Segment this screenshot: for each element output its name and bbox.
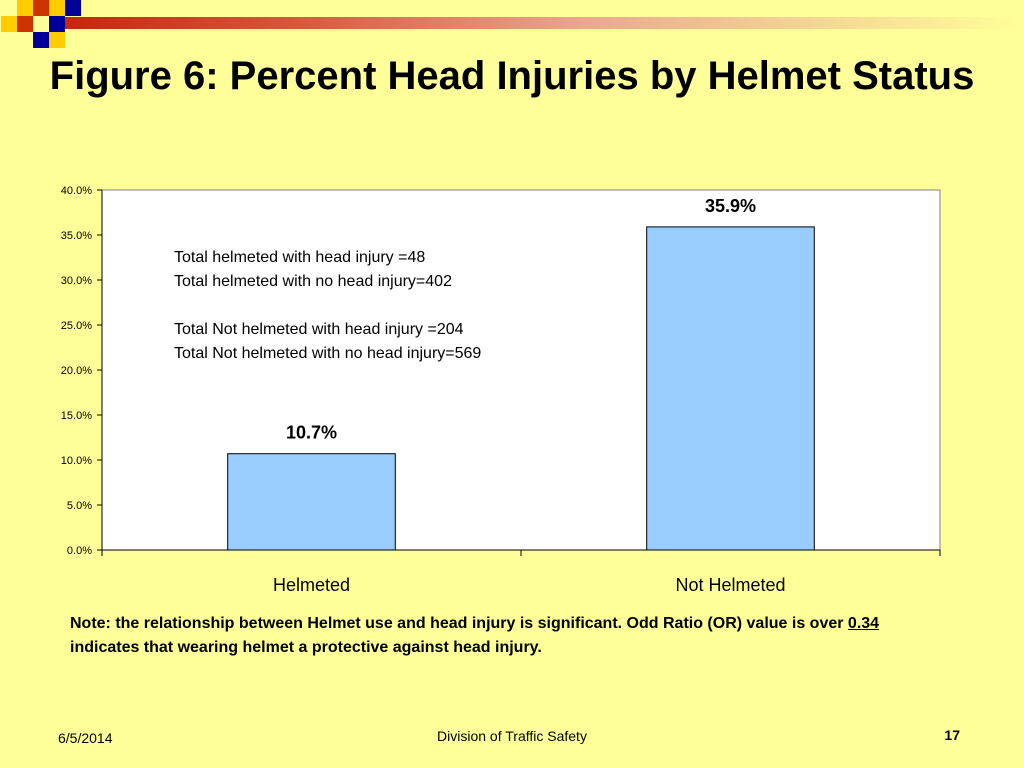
- note-part-2: indicates that wearing helmet a protective against head injury.: [70, 639, 542, 656]
- y-tick-label: 5.0%: [66, 500, 92, 512]
- category-label: Not Helmeted: [675, 575, 786, 595]
- y-tick-label: 15.0%: [60, 410, 92, 422]
- footer-date: 6/5/2014: [58, 730, 113, 746]
- note-text: [70, 612, 950, 660]
- y-tick-label: 40.0%: [60, 185, 92, 197]
- footer-organization: Division of Traffic Safety: [437, 728, 587, 744]
- y-tick-label: 25.0%: [60, 320, 92, 332]
- bar-helmeted: [228, 454, 396, 550]
- page-number: 17: [944, 727, 960, 743]
- odds-ratio-value: 0.34: [847, 615, 880, 632]
- y-tick-label: 20.0%: [60, 365, 92, 377]
- note-part-1: Note: the relationship between Helmet use and head injury is significant. Odd Ratio (OR) value is over: [70, 615, 848, 632]
- y-tick-label: 10.0%: [60, 455, 92, 467]
- annotation-line: Total helmeted with head injury =48: [174, 249, 426, 266]
- data-label: 35.9%: [704, 195, 757, 216]
- annotation-line: Total helmeted with no head injury=402: [174, 273, 452, 290]
- data-label: 10.7%: [285, 422, 338, 443]
- category-label: Helmeted: [272, 575, 351, 595]
- y-tick-label: 35.0%: [60, 230, 92, 242]
- annotation-line: Total Not helmeted with head injury =204: [174, 321, 464, 338]
- annotation-line: Total Not helmeted with no head injury=569: [174, 345, 482, 362]
- y-tick-label: 0.0%: [66, 545, 92, 557]
- y-tick-label: 30.0%: [60, 275, 92, 287]
- slide-title: Figure 6: Percent Head Injuries by Helmet Status: [49, 54, 975, 98]
- bar-not-helmeted: [647, 227, 815, 550]
